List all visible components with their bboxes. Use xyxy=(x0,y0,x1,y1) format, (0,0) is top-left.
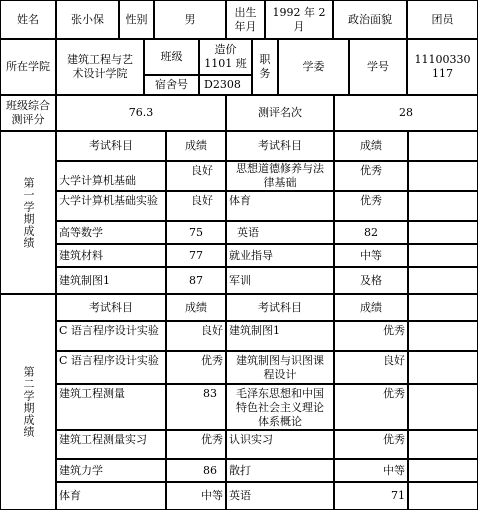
semester2-spare xyxy=(408,321,478,351)
semester1-subject: 高等数学 xyxy=(56,221,166,244)
semester2-subject: 散打 xyxy=(226,459,334,482)
semester1-grade-header-2: 成绩 xyxy=(334,131,408,161)
gender-label: 性别 xyxy=(119,0,154,39)
semester1-subject: 建筑制图1 xyxy=(56,267,166,294)
rank-label: 测评名次 xyxy=(226,95,334,131)
semester1-spare xyxy=(408,161,478,191)
semester1-grade: 良好 xyxy=(166,161,226,191)
semester2-subject: C 语言程序设计实验 xyxy=(56,351,166,384)
semester2-spare xyxy=(408,384,478,430)
student-id-value: 11100330117 xyxy=(407,39,478,95)
birth-label: 出生年月 xyxy=(226,0,265,39)
semester2-grade: 良好 xyxy=(334,351,408,384)
semester2-spare-header xyxy=(408,294,478,321)
semester2-grade-header-1: 成绩 xyxy=(166,294,226,321)
semester2-grade: 优秀 xyxy=(334,384,408,430)
gender-value: 男 xyxy=(154,0,226,39)
dorm-value: D2308 xyxy=(199,75,252,95)
semester1-spare xyxy=(408,244,478,267)
semester1-spare xyxy=(408,191,478,221)
rank-value: 28 xyxy=(334,95,478,131)
semester2-spare xyxy=(408,482,478,510)
birth-value: 1992 年 2 月 xyxy=(265,0,333,39)
semester2-grade: 优秀 xyxy=(166,430,226,459)
semester2-grade: 中等 xyxy=(334,459,408,482)
dorm-label: 宿舍号 xyxy=(144,75,199,95)
semester2-grade: 优秀 xyxy=(334,430,408,459)
semester2-subject: 英语 xyxy=(226,482,334,510)
semester2-subject: 建筑力学 xyxy=(56,459,166,482)
semester1-grade: 良好 xyxy=(166,191,226,221)
semester2-grade: 优秀 xyxy=(166,351,226,384)
semester1-grade: 及格 xyxy=(334,267,408,294)
semester2-subject: 建筑工程测量实习 xyxy=(56,430,166,459)
political-value: 团员 xyxy=(407,0,478,39)
score-label: 班级综合测评分 xyxy=(0,95,56,131)
semester1-grade: 75 xyxy=(166,221,226,244)
semester1-spare xyxy=(408,221,478,244)
semester1-subject-header-1: 考试科目 xyxy=(56,131,166,161)
semester2-label-text: 第二学期成绩 xyxy=(22,366,35,438)
semester1-grade: 优秀 xyxy=(334,191,408,221)
class-label: 班级 xyxy=(144,39,199,75)
semester2-subject: 认识实习 xyxy=(226,430,334,459)
semester2-subject: 建筑工程测量 xyxy=(56,384,166,430)
score-value: 76.3 xyxy=(56,95,226,131)
semester1-label-text: 第一学期成绩 xyxy=(22,176,35,249)
name-value: 张小保 xyxy=(56,0,119,39)
semester1-grade: 77 xyxy=(166,244,226,267)
semester1-subject: 英语 xyxy=(226,221,334,244)
semester2-grade: 良好 xyxy=(166,321,226,351)
name-label: 姓名 xyxy=(0,0,56,39)
college-label: 所在学院 xyxy=(0,39,56,95)
semester1-subject: 建筑材料 xyxy=(56,244,166,267)
class-value: 造价1101 班 xyxy=(199,39,252,75)
semester1-subject-header-2: 考试科目 xyxy=(226,131,334,161)
duty-label: 职务 xyxy=(252,39,278,95)
semester1-subject: 就业指导 xyxy=(226,244,334,267)
semester2-subject: 毛泽东思想和中国特色社会主义理论体系概论 xyxy=(226,384,334,430)
semester2-grade: 71 xyxy=(334,482,408,510)
college-value: 建筑工程与艺术设计学院 xyxy=(56,39,144,95)
semester2-grade: 优秀 xyxy=(334,321,408,351)
semester2-subject-header-2: 考试科目 xyxy=(226,294,334,321)
semester1-grade-header-1: 成绩 xyxy=(166,131,226,161)
semester2-grade: 中等 xyxy=(166,482,226,510)
semester1-subject: 体育 xyxy=(226,191,334,221)
semester2-spare xyxy=(408,459,478,482)
semester1-spare-header xyxy=(408,131,478,161)
semester1-grade: 优秀 xyxy=(334,161,408,191)
duty-value: 学委 xyxy=(278,39,349,95)
semester1-subject: 大学计算机基础实验 xyxy=(56,191,166,221)
semester1-grade: 87 xyxy=(166,267,226,294)
semester2-grade-header-2: 成绩 xyxy=(334,294,408,321)
semester2-grade: 86 xyxy=(166,459,226,482)
political-label: 政治面貌 xyxy=(333,0,407,39)
semester2-subject: 体育 xyxy=(56,482,166,510)
semester2-grade: 83 xyxy=(166,384,226,430)
semester1-grade: 82 xyxy=(334,221,408,244)
semester2-subject: 建筑制图与识图课程设计 xyxy=(226,351,334,384)
semester1-label xyxy=(0,131,56,294)
student-id-label: 学号 xyxy=(349,39,407,95)
semester2-subject-header-1: 考试科目 xyxy=(56,294,166,321)
semester2-label xyxy=(0,294,56,510)
semester1-subject: 军训 xyxy=(226,267,334,294)
semester2-spare xyxy=(408,351,478,384)
semester1-spare xyxy=(408,267,478,294)
semester1-grade: 中等 xyxy=(334,244,408,267)
semester2-spare xyxy=(408,430,478,459)
semester2-subject: 建筑制图1 xyxy=(226,321,334,351)
semester1-subject: 大学计算机基础 xyxy=(56,161,166,191)
semester2-subject: C 语言程序设计实验 xyxy=(56,321,166,351)
semester1-subject: 思想道德修养与法律基础 xyxy=(226,161,334,191)
